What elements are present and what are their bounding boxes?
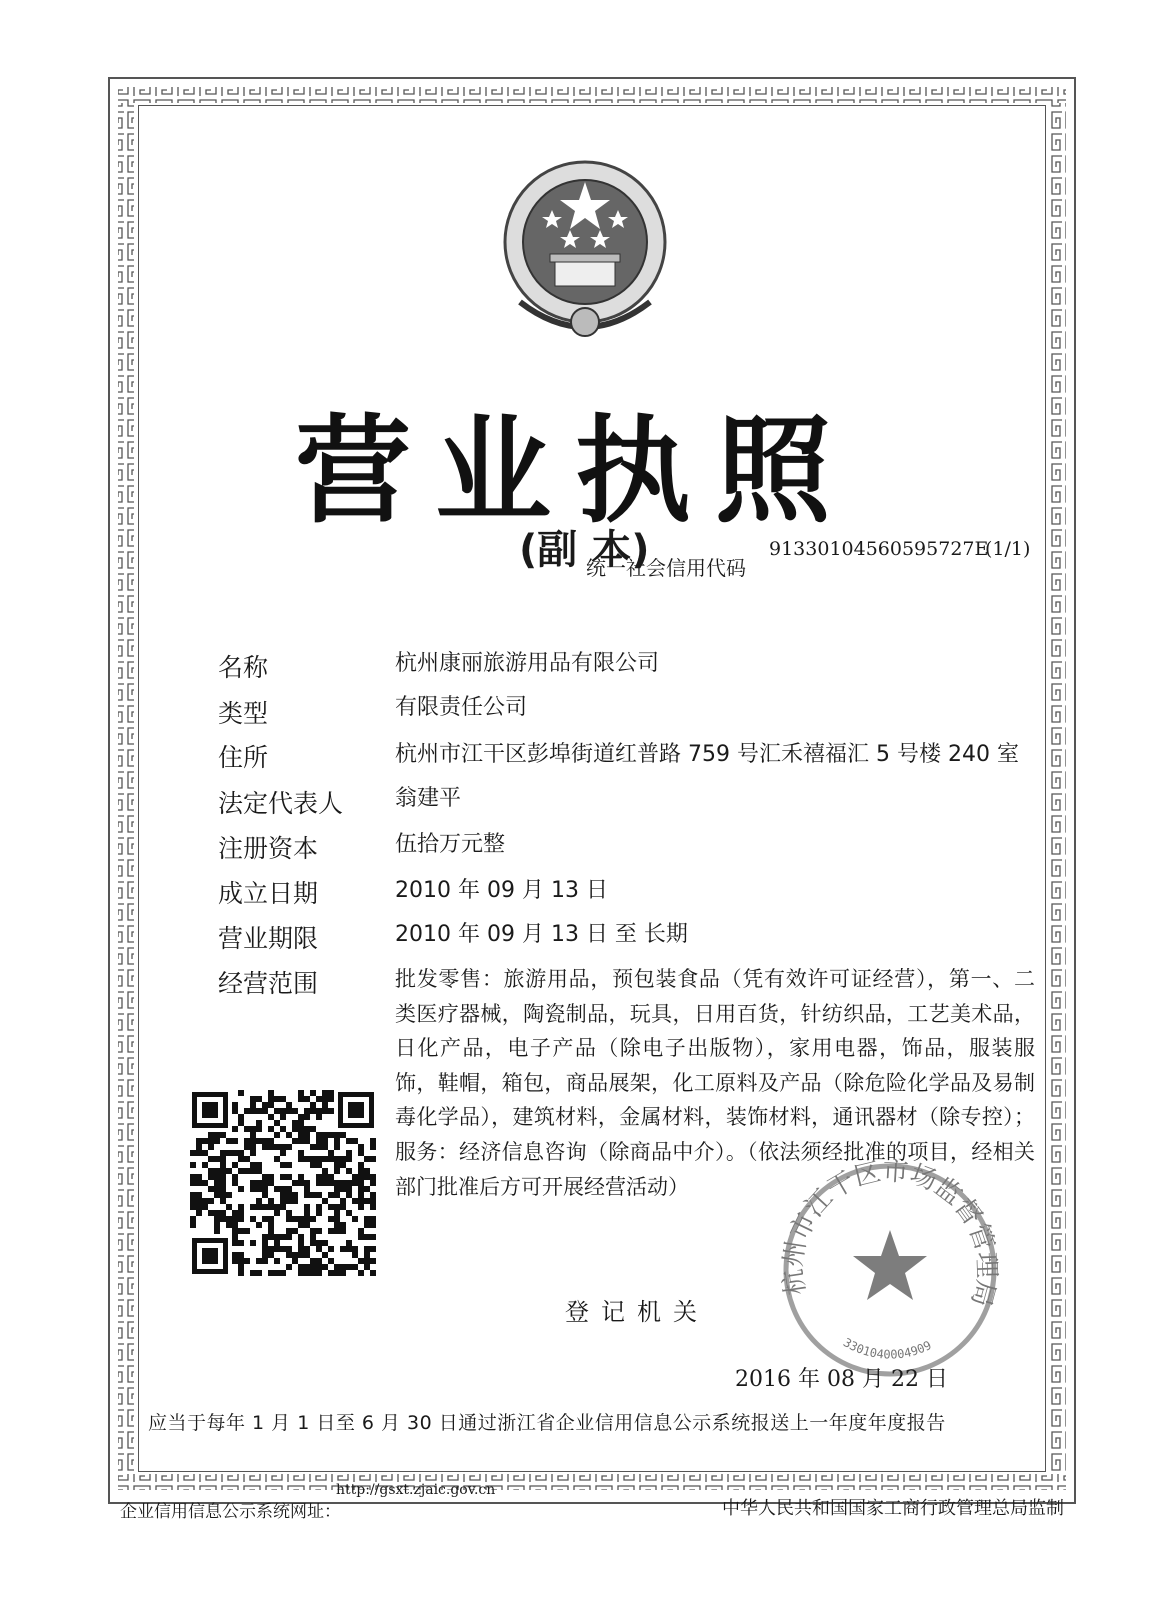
field-value-established: 2010 年 09 月 13 日 (395, 878, 608, 903)
field-label-name (218, 648, 368, 684)
national-emblem-icon (500, 152, 670, 352)
field-label-established (218, 874, 368, 910)
field-label-address (218, 738, 368, 774)
field-label-term (218, 919, 368, 955)
field-label-capital (218, 829, 368, 865)
copy-subtitle: (副 本) (519, 527, 650, 573)
official-seal-icon (770, 1150, 1010, 1390)
footer-url-link[interactable]: http://gsxt.zjaic.gov.cn (336, 1482, 496, 1498)
field-label-text: 营业期限 (218, 924, 319, 953)
field-value-address: 杭州市江干区彭埠街道红普路 759 号汇禾禧福汇 5 号楼 240 室 (395, 742, 1019, 767)
field-label-text: 名称 (218, 653, 269, 682)
qr-code-icon[interactable] (190, 1090, 376, 1276)
field-value-type: 有限责任公司 (395, 695, 528, 720)
field-label-text: 类型 (218, 699, 269, 728)
field-label-legal-rep (218, 784, 368, 820)
credit-code-page: (1/1) (985, 538, 1031, 560)
page-title: 营业执照 (295, 404, 855, 539)
field-label-text: 法定代表人 (218, 789, 344, 818)
footer-supervisor: 中华人民共和国国家工商行政管理总局监制 (722, 1498, 1064, 1519)
field-label-type (218, 694, 368, 730)
issue-date: 2016 年 08 月 22 日 (735, 1367, 948, 1392)
credit-code-value: 91330104560595727E (769, 538, 989, 560)
annual-report-notice: 应当于每年 1 月 1 日至 6 月 30 日通过浙江省企业信用信息公示系统报送上一年度年度报告 (148, 1412, 946, 1434)
field-value-scope: 批发零售：旅游用品，预包装食品（凭有效许可证经营），第一、二类医疗器械，陶瓷制品，玩具，日用百货，针纺织品，工艺美术品，日化产品，电子产品（除电子出版物），家用电器，饰品，服装服饰，鞋帽，箱包，商品展架，化工原料及产品（除危险化学品及易制毒化学品），建筑材料，金属材料，装饰材料，通讯器材（除专控）；服务：经济信息咨询（除商品中介）。（依法须经批准的项目，经相关部门批准后方可开展经营活动） (395, 967, 1035, 1199)
footer-url-label: 企业信用信息公示系统网址： (120, 1502, 341, 1522)
field-label-scope (218, 964, 368, 1000)
credit-code-label: 统一社会信用代码 (586, 556, 746, 580)
field-value-legal-rep: 翁建平 (395, 786, 462, 811)
field-label-text: 经营范围 (218, 969, 319, 998)
field-label-text: 住所 (218, 743, 269, 772)
seal-name-text: 杭州市江干区市场监督管理局 (778, 1156, 1002, 1310)
field-value-capital: 伍拾万元整 (395, 832, 506, 857)
registration-authority-label: 登记机关 (565, 1298, 709, 1326)
seal-number-text: 3301040004909 (840, 1335, 934, 1362)
field-label-text: 注册资本 (218, 834, 319, 863)
field-value-name: 杭州康丽旅游用品有限公司 (395, 651, 660, 676)
field-value-term: 2010 年 09 月 13 日 至 长期 (395, 922, 688, 947)
field-label-text: 成立日期 (218, 879, 319, 908)
